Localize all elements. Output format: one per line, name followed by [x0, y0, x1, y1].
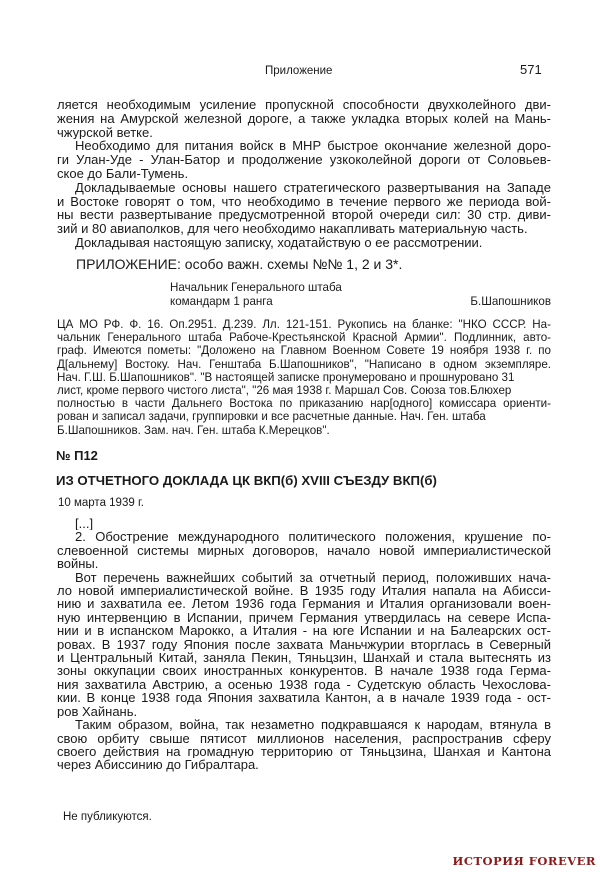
text-line: нию и захватила ее. Летом 1936 года Германия и Италия организовали воен-	[57, 597, 551, 611]
text-line: и Центральный Китай, заняла Пекин, Тяньцзин, Шанхай и стала вытеснять из	[57, 651, 551, 665]
text-line: Докладываемые основы нашего стратегического развертывания на Западе	[75, 180, 551, 195]
source-note-line: лист, кроме первого чистого листа", "26 мая 1938 г. Маршал Сов. Союза тов.Блюхер	[57, 384, 512, 398]
source-note-line: Д[альнему] Востоку. Нач. Генштаба Б.Шапошников", "Написано в одном экземпляре.	[57, 357, 551, 371]
page-number: 571	[520, 62, 542, 77]
signature-name: Б.Шапошников	[470, 295, 551, 308]
text-line: ское до Бали-Тумень.	[57, 166, 189, 181]
source-note	[57, 318, 551, 437]
source-note-line: граф. Имеются пометы: "Доложено на Главном Военном Совете 19 ноября 1938 г. по	[57, 344, 551, 358]
appendix-line: ПРИЛОЖЕНИЕ: особо важн. схемы №№ 1, 2 и 3*.	[76, 256, 403, 272]
text-line: Таким образом, война, так незаметно подкравшаяся к народам, втянула в	[75, 718, 551, 732]
watermark-logo: ИСТОРИЯ FOREVER	[452, 854, 596, 868]
source-note-line: рован и записал задачи, группировки и все расчетные данные. Нач. Ген. штаба	[57, 410, 486, 424]
text-line: [...]	[75, 517, 94, 531]
text-line: жения на Амурской железной дороге, а также укладка вторых колей на Мань-	[57, 111, 551, 126]
text-line: зий и 80 авиаполков, для чего необходимо накапливать материальную часть.	[57, 222, 528, 236]
text-line: зоны оккупации своих иностранных конкурентов. В начале 1938 года Герма-	[57, 664, 551, 678]
text-line: и Востоке говорят о том, что необходимо в течение первого же периода вой-	[57, 194, 551, 209]
document-title: ИЗ ОТЧЕТНОГО ДОКЛАДА ЦК ВКП(б) XVIII СЪЕЗДУ ВКП(б)	[56, 473, 437, 488]
text-line: чжурской ветке.	[57, 125, 153, 140]
top-text	[57, 98, 551, 250]
text-line: нии и в испанском Марокко, а Италия - на юге Испании и на Балеарских ост-	[57, 624, 551, 638]
text-line: ло новой империалистической войне. В 1935 году Италия напала на Абисси-	[57, 584, 551, 598]
document-text	[57, 517, 551, 772]
text-line: Вот перечень важнейших событий за отчетный период, положивших нача-	[75, 570, 551, 585]
text-line: Необходимо для питания войск в МНР быстрое окончание железной доро-	[75, 139, 551, 154]
text-line: ров Хайнань.	[57, 704, 138, 719]
text-line: ния захватила Австрию, а осенью 1938 года - Судетскую область Чехослова-	[57, 677, 551, 692]
document-number: № П12	[56, 448, 98, 463]
text-line: ровах. В 1937 году Япония после захвата Маньчжурии вторглась в Северный	[57, 637, 551, 652]
text-line: войны.	[57, 557, 99, 571]
document-date: 10 марта 1939 г.	[58, 497, 144, 509]
text-line: свою орбиту свыше пятисот миллионов населения, распространив сферу	[57, 731, 551, 745]
source-note-line: чальник Генерального штаба Рабоче-Крестьянской Красной Армии". Подлинник, авто-	[57, 331, 551, 345]
text-line: слевоенной системы мирных договоров, начало новой империалистической	[57, 543, 551, 558]
text-line: кии. В конце 1938 года Япония захватила Кантон, а в начале 1939 года - ост-	[57, 691, 551, 705]
text-line: своего действия на громадную территорию от Тяньцзина, Шанхая и Кантона	[57, 744, 551, 759]
source-note-line: Нач. Г.Ш. Б.Шапошников". "В настоящей записке пронумеровано и прошнуровано 31	[57, 370, 515, 384]
text-line: ляется необходимым усиление пропускной способности двухколейного дви-	[57, 98, 551, 112]
text-line: ны вести развертывание предусмотренной второй очереди сил: 30 стр. диви-	[57, 208, 551, 223]
source-note-line: ЦА МО РФ. Ф. 16. Оп.2951. Д.239. Лл. 121-151. Рукопись на бланке: "НКО СССР. На-	[57, 318, 551, 331]
running-header-title: Приложение	[265, 65, 333, 77]
text-line: 2. Обострение международного политического положения, крушение по-	[75, 530, 551, 544]
footer-note: Не публикуются.	[63, 811, 152, 823]
source-note-line: полностью в части Дальнего Востока по приказанию нар[одного] комиссара ориенти-	[57, 397, 551, 411]
text-line: ги Улан-Уде - Улан-Батор и продолжение узкоколейной дороги от Соловьев-	[57, 153, 551, 167]
signature-position-line2: командарм 1 ранга	[170, 295, 273, 308]
source-note-line: Б.Шапошников. Зам. нач. Ген. штаба К.Мерецков".	[57, 423, 330, 437]
text-line: через Абиссинию до Гибралтара.	[57, 758, 259, 772]
signature-position-line1: Начальник Генерального штаба	[170, 281, 342, 294]
signature-position	[170, 281, 342, 309]
text-line: ную интервенцию в Испании, причем Германия утвердилась на севере Испа-	[57, 610, 551, 625]
text-line: Докладывая настоящую записку, ходатайствую о ее рассмотрении.	[75, 235, 483, 250]
